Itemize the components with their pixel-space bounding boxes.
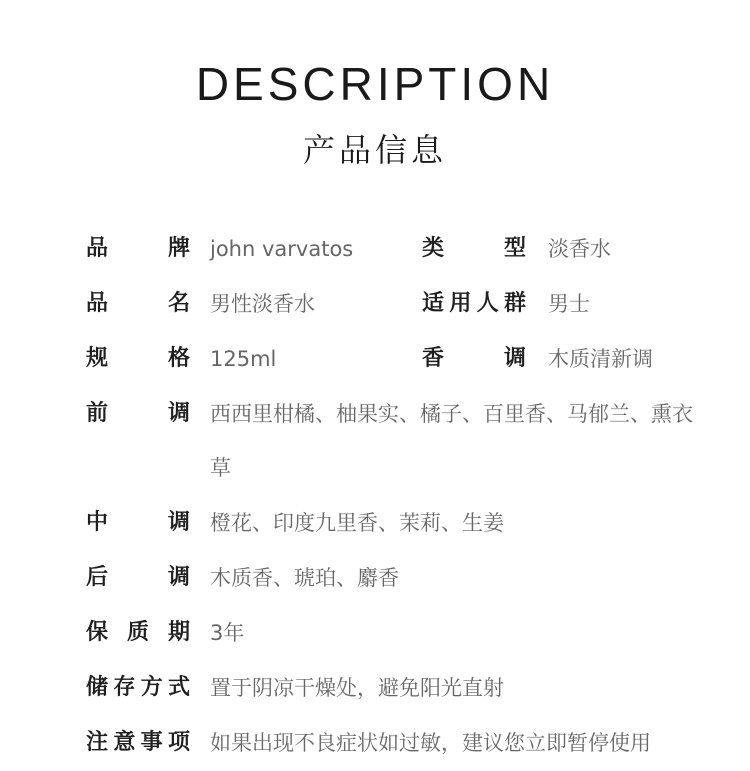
base-notes-label: 后调 bbox=[86, 565, 190, 590]
brand-label: 品牌 bbox=[86, 236, 190, 261]
brand-value: john varvatos bbox=[210, 237, 354, 261]
spec-row-top-notes bbox=[0, 398, 750, 498]
audience-value: 男士 bbox=[548, 292, 590, 316]
type-label: 类型 bbox=[422, 236, 526, 261]
size-value: 125ml bbox=[210, 347, 277, 371]
size-label: 规格 bbox=[86, 346, 190, 371]
spec-row-storage bbox=[0, 672, 750, 712]
notice-value: 如果出现不良症状如过敏，建议您立即暂停使用 bbox=[210, 731, 651, 755]
storage-value: 置于阴凉干燥处，避免阳光直射 bbox=[210, 676, 504, 700]
middle-notes-value: 橙花、印度九里香、茉莉、生姜 bbox=[210, 511, 504, 535]
spec-row-base-notes bbox=[0, 562, 750, 602]
spec-row-size bbox=[0, 343, 750, 383]
page-title-chinese: 产品信息 bbox=[302, 131, 447, 169]
name-value: 男性淡香水 bbox=[210, 292, 315, 316]
top-notes-label: 前调 bbox=[86, 401, 190, 426]
spec-row-middle-notes bbox=[0, 507, 750, 547]
spec-row-brand bbox=[0, 233, 750, 273]
storage-label: 储存方式 bbox=[86, 675, 190, 700]
notice-label: 注意事项 bbox=[86, 730, 190, 755]
audience-label: 适用人群 bbox=[422, 291, 526, 316]
name-label: 品名 bbox=[86, 291, 190, 316]
spec-row-notice bbox=[0, 727, 750, 767]
spec-row-shelf-life bbox=[0, 617, 750, 657]
scent-family-value: 木质清新调 bbox=[548, 347, 653, 371]
top-notes-value: 西西里柑橘、柚果实、橘子、百里香、马郁兰、熏衣草 bbox=[210, 402, 693, 480]
shelf-life-label: 保质期 bbox=[86, 620, 190, 645]
scent-family-label: 香调 bbox=[422, 346, 526, 371]
spec-row-name bbox=[0, 288, 750, 328]
middle-notes-label: 中调 bbox=[86, 510, 190, 535]
base-notes-value: 木质香、琥珀、麝香 bbox=[210, 566, 399, 590]
shelf-life-value: 3年 bbox=[210, 621, 245, 645]
type-value: 淡香水 bbox=[548, 237, 611, 261]
page-title-english: DESCRIPTION bbox=[195, 58, 555, 110]
